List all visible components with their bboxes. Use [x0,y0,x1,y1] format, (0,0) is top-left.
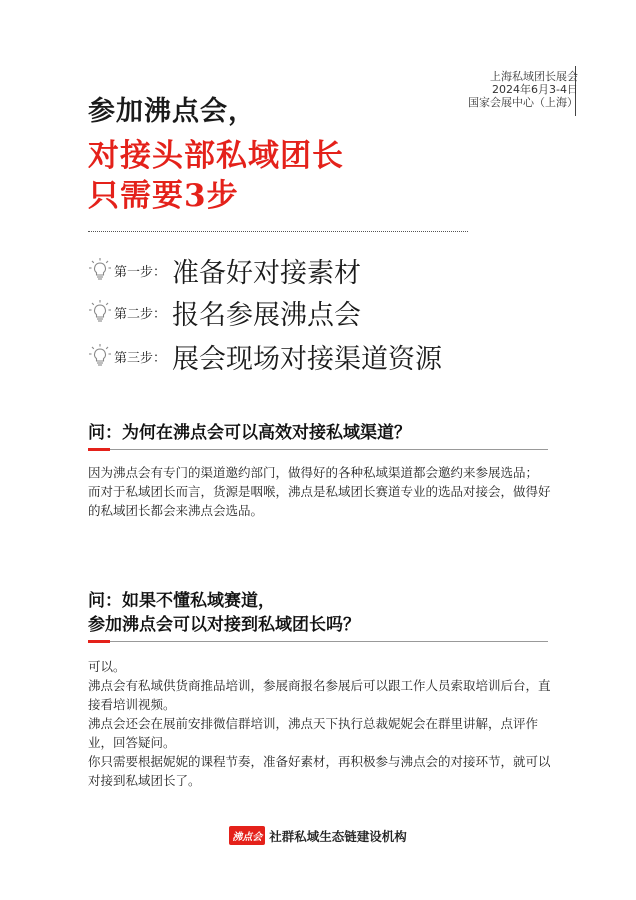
step-2-text: 报名参展沸点会 [172,299,362,331]
step-2-label: 第二步： [114,306,167,322]
question-2-line-2: 参加沸点会可以对接到私域团长吗？ [88,615,360,635]
question-2-underline [88,641,548,642]
question-2-line-1: 问：如果不懂私域赛道， [88,591,275,611]
step-3-label: 第三步： [114,350,167,366]
answer-2-paragraph-1: 可以。 [88,659,126,674]
step-1-label: 第一步： [114,264,167,280]
lightbulb-icon [88,299,112,325]
answer-2 [88,657,558,790]
answer-2-paragraph-2: 沸点会有私域供货商推品培训，参展商报名参展后可以跟工作人员索取培训后台，直接看培训视频。 [88,678,551,712]
headline-line-2: 对接头部私域团长 [88,138,344,174]
question-2-accent-bar [88,640,110,643]
question-2 [88,589,360,637]
question-1-accent-bar [88,448,110,451]
question-1-underline [88,449,548,450]
question-1-line-1: 问：为何在沸点会可以高效对接私域渠道？ [88,423,411,443]
footer [0,826,636,845]
lightbulb-icon [88,343,112,369]
step-3 [88,336,442,376]
answer-1-paragraph-1: 因为沸点会有专门的渠道邀约部门，做得好的各种私域渠道都会邀约来参展选品； [88,465,539,480]
step-3-text: 展会现场对接渠道资源 [172,343,443,375]
lightbulb-icon [88,257,112,283]
event-info [468,70,578,109]
step-2 [88,292,361,332]
footer-org: 社群私域生态链建设机构 [269,828,407,844]
headline-line-3: 只需要3步 [88,178,239,214]
headline-line-1: 参加沸点会， [88,96,256,127]
answer-1 [88,463,558,520]
answer-2-paragraph-3: 沸点会还会在展前安排微信群培训，沸点天下执行总裁妮妮会在群里讲解，点评作业，回答疑问。 [88,716,539,750]
event-date: 2024年6月3-4日 [492,83,578,96]
question-1 [88,421,411,445]
step-1 [88,250,361,290]
headline-divider [88,231,468,232]
answer-2-paragraph-4: 你只需要根据妮妮的课程节奏，准备好素材，再积极参与沸点会的对接环节，就可以对接到私域团长了。 [88,754,551,788]
event-name: 上海私域团长展会 [490,70,578,83]
event-venue: 国家会展中心（上海） [468,96,578,109]
step-1-text: 准备好对接素材 [172,257,362,289]
answer-1-paragraph-2: 而对于私域团长而言，货源是咽喉，沸点是私域团长赛道专业的选品对接会，做得好的私域团长都会来沸点会选品。 [88,484,551,518]
brand-logo: 沸点会 [229,826,265,845]
